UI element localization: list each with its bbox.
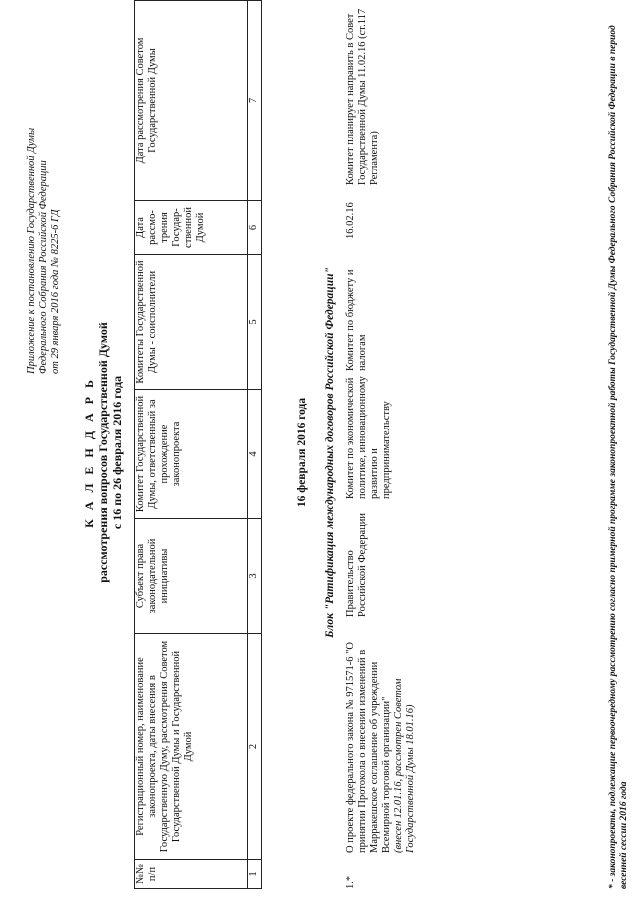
- appendix-line: от 29 января 2016 года № 8225-6 ГД: [50, 209, 61, 374]
- co-executor-committees: Комитет по бюджету и налогам: [345, 269, 368, 371]
- appendix-line: Приложение к постановлению Государственной Думы: [26, 127, 37, 374]
- header-cell: Комитет Государственной Думы, ответственный за прохождение законопроекта: [135, 390, 248, 519]
- calendar-header-table: [134, 0, 262, 889]
- header-cell: Комитеты Государственной Думы - соисполнители: [135, 255, 248, 390]
- appendix-line: Федерального Собрания Российской Федерации: [38, 160, 49, 374]
- header-cell: №№ п/п: [135, 860, 248, 889]
- duma-review-date: 16.02.16: [345, 202, 356, 239]
- document-subtitle: рассмотрения вопросов Государственной Думой: [96, 322, 110, 583]
- appendix-note: [26, 34, 62, 374]
- column-number: 4: [248, 390, 262, 519]
- column-number: 2: [248, 634, 262, 860]
- header-cell: Субъект права законодательной инициативы: [135, 519, 248, 634]
- council-review-note: Комитет планирует направить в Совет Государственной Думы 11.02.16 (ст.117 Регламента): [345, 8, 380, 185]
- responsible-committee: Комитет по экономической политике, инновационному развитию и предпринимательству: [345, 376, 392, 499]
- column-number: 1: [248, 860, 262, 889]
- header-cell: Дата рассмотрения Советом Государственной Думы: [135, 1, 248, 201]
- row-number: 1.*: [345, 875, 356, 889]
- day-heading: 16 февраля 2016 года: [296, 397, 308, 508]
- header-cell: Регистрационный номер, наименование законопроекта, даты внесения в Государственную Думу, рассмотрения Советом Государственной Думы и Государственной Думой: [135, 634, 248, 860]
- header-cell: Дата рассмо-трения Государ-ственной Думой: [135, 201, 248, 255]
- column-number: 7: [248, 1, 262, 201]
- column-number: 5: [248, 255, 262, 390]
- initiative-subject: Правительство Российской Федерации: [345, 513, 368, 617]
- bill-dates-note: (внесен 12.01.16, рассмотрен Советом Государственной Думы 18.01.16): [393, 678, 416, 853]
- document-title: К А Л Е Н Д А Р Ь: [82, 377, 96, 528]
- block-heading: Блок "Ратификация международных договоров Российской Федерации": [324, 267, 336, 638]
- footnote: * - законопроекты, подлежащие первоочередному рассмотрению согласно примерной программе законопроектной работы Государственной Думы Федерального Собрания Российской Федерации в период весенней сессии 2016 года: [608, 25, 629, 889]
- bill-title: О проекте федерального закона № 971571-6 "О принятии Протокола о внесении изменений в Марракешское соглашение об учреждении Всемирной торговой организации": [345, 641, 392, 853]
- document-period: с 16 по 26 февраля 2016 года: [110, 375, 124, 530]
- column-number: 3: [248, 519, 262, 634]
- bill-cell: [345, 627, 417, 853]
- column-number: 6: [248, 201, 262, 255]
